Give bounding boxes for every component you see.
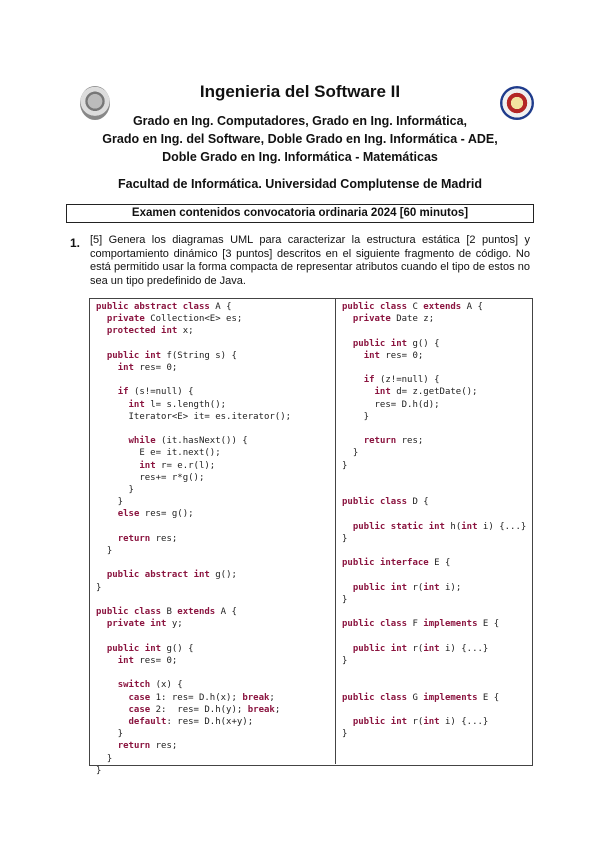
code-line: Iterator<E> it= es.iterator(); <box>96 411 292 422</box>
code-line: while (it.hasNext()) { <box>128 436 248 447</box>
code-line: private int y; <box>106 619 183 630</box>
code-line: private Collection<E> es; <box>106 314 243 325</box>
code-line: int res= 0; <box>117 363 178 374</box>
code-line: } <box>96 546 113 557</box>
code-line: } <box>96 582 102 593</box>
code-line: public int r(int i) {...} <box>352 643 489 654</box>
code-line <box>342 423 526 435</box>
code-line: public class F implements E { <box>342 619 500 630</box>
code-line <box>96 557 291 569</box>
code-line: public int r(int i); <box>352 582 462 593</box>
code-line: public int f(String s) { <box>106 350 237 361</box>
code-line <box>96 667 291 679</box>
code-line: default: res= D.h(x+y); <box>128 716 254 727</box>
code-line: } <box>96 753 113 764</box>
code-line: public int g() { <box>352 338 440 349</box>
code-line: res+= r*g(); <box>96 472 205 483</box>
code-line <box>342 606 526 618</box>
exam-title-box: Examen contenidos convocatoria ordinaria 2024 [60 minutos] <box>66 204 534 223</box>
code-line <box>342 569 526 581</box>
code-line: public int g() { <box>106 643 194 654</box>
code-line <box>342 484 526 496</box>
code-line <box>342 472 526 484</box>
code-line <box>96 630 291 642</box>
code-line: int res= 0; <box>117 655 178 666</box>
code-line: } <box>96 497 124 508</box>
code-line: return res; <box>117 533 178 544</box>
code-line: public static int h(int i) {...} <box>352 521 527 532</box>
code-line: public int r(int i) {...} <box>352 716 489 727</box>
code-line: public abstract int g(); <box>106 570 237 581</box>
code-line <box>96 594 291 606</box>
code-left-column <box>96 301 291 777</box>
code-line: } <box>96 765 102 776</box>
code-line: case 2: res= D.h(y); break; <box>128 704 281 715</box>
code-line: if (z!=null) { <box>363 375 440 386</box>
code-line <box>96 374 291 386</box>
code-line <box>96 521 291 533</box>
code-line: public abstract class A { <box>96 302 232 312</box>
code-line: int l= s.length(); <box>128 399 227 410</box>
code-line: res= D.h(d); <box>342 399 440 410</box>
code-line: } <box>96 729 124 740</box>
code-line: public class D { <box>342 497 429 508</box>
code-line: else res= g(); <box>117 509 194 520</box>
faculty-name: Facultad de Informática. Universidad Complutense de Madrid <box>118 177 482 191</box>
degree-line-2: Grado en Ing. del Software, Doble Grado en Ing. Informática - ADE, <box>102 132 498 146</box>
code-line <box>342 362 526 374</box>
code-line: int r= e.r(l); <box>139 460 216 471</box>
code-line: return res; <box>363 436 424 447</box>
code-line: case 1: res= D.h(x); break; <box>128 692 275 703</box>
code-line <box>96 338 291 350</box>
code-line <box>96 423 291 435</box>
code-line: if (s!=null) { <box>117 387 194 398</box>
code-line: public class G implements E { <box>342 692 500 703</box>
code-line <box>342 704 526 716</box>
code-line: public interface E { <box>342 558 451 569</box>
code-line <box>342 630 526 642</box>
code-line: E e= it.next(); <box>96 448 221 459</box>
question-text: [5] Genera los diagramas UML para caracterizar la estructura estática [2 puntos] y comportamiento dinámico [3 puntos] descritos en el siguiente fragmento de código. No está permitido usar la forma compacta de representar atributos cuando el tipo de estos no sea un tipo predefinido de Java. <box>90 234 530 287</box>
code-line: } <box>342 533 348 544</box>
code-line: } <box>96 485 134 496</box>
code-line: public class B extends A { <box>96 607 237 618</box>
code-line <box>342 325 526 337</box>
code-line: } <box>342 594 348 605</box>
code-line: int d= z.getDate(); <box>374 387 478 398</box>
code-column-divider <box>335 298 336 764</box>
code-line: return res; <box>117 741 178 752</box>
degree-line-1: Grado en Ing. Computadores, Grado en Ing. Informática, <box>132 114 468 128</box>
code-line: switch (x) { <box>117 680 183 691</box>
code-line: private Date z; <box>352 314 435 325</box>
code-line: } <box>342 460 348 471</box>
code-right-column <box>342 301 526 740</box>
code-line: } <box>342 655 348 666</box>
code-line <box>342 545 526 557</box>
code-line: public class C extends A { <box>342 302 483 312</box>
course-title: Ingenieria del Software II <box>199 82 401 101</box>
degree-line-3: Doble Grado en Ing. Informática - Matemáticas <box>162 150 438 164</box>
code-line: } <box>342 448 359 459</box>
code-line <box>342 679 526 691</box>
code-line: protected int x; <box>106 326 194 337</box>
code-line <box>342 508 526 520</box>
code-line <box>342 667 526 679</box>
code-line: } <box>342 729 348 740</box>
code-line: } <box>342 411 370 422</box>
code-line: int res= 0; <box>363 350 424 361</box>
question-number: 1. <box>70 236 81 250</box>
